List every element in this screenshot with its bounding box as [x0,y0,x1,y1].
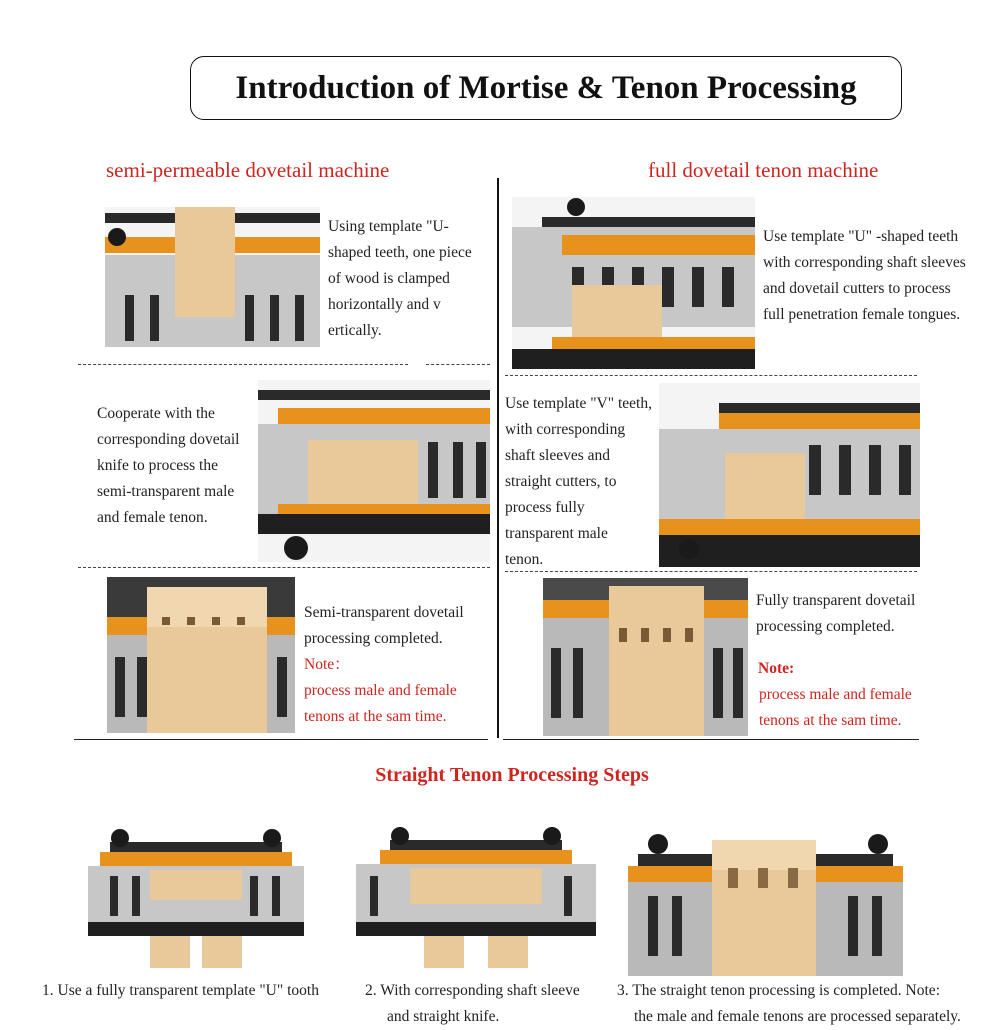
text-line: shaped teeth, one piece [328,244,472,261]
dashed-separator [78,364,408,365]
right-note-label: Note: [758,660,795,677]
left-step1-text [328,214,472,344]
right-step1-text [763,224,966,328]
text-line: transparent male [505,525,608,542]
caption-step3 [617,978,961,1030]
caption-line: 1. Use a fully transparent template "U" tooth [42,982,319,999]
caption-step2 [365,978,580,1030]
note-line: process male and female [304,682,457,699]
text-line: semi-transparent male [97,483,235,500]
straight-tenon-heading: Straight Tenon Processing Steps [375,764,649,786]
left-step2-text [97,401,239,531]
text-line: with corresponding shaft sleeves [763,254,966,271]
text-line: Fully transparent dovetail [756,592,916,609]
caption-step1 [42,978,319,1004]
text-line: corresponding dovetail [97,431,240,448]
page-title-box [190,56,902,120]
text-line: straight cutters, to [505,473,617,490]
photo-straight-step2 [350,826,602,968]
photo-full-step2 [659,383,920,567]
text-line: Cooperate with the [97,405,215,422]
column-divider [497,178,499,738]
right-section-heading: full dovetail tenon machine [648,158,879,182]
left-step3-text [304,600,464,730]
caption-line: and straight knife. [387,1008,500,1025]
left-section-heading: semi-permeable dovetail machine [106,158,390,182]
text-line: with corresponding [505,421,626,438]
note-line: tenons at the sam time. [759,712,902,729]
dashed-separator [426,364,490,365]
text-line: process fully [505,499,585,516]
caption-line: 2. With corresponding shaft sleeve [365,982,580,999]
text-line: Use template "V" teeth, [505,395,652,412]
right-note-text [759,682,912,734]
text-line: processing completed. [756,618,895,635]
text-line: full penetration female tongues. [763,306,961,323]
photo-straight-step1 [80,826,312,968]
photo-full-completed [543,578,748,736]
dashed-separator [505,571,917,572]
text-line: Semi-transparent dovetail [304,604,464,621]
dashed-separator [505,375,917,376]
note-label: Note： [304,656,350,673]
text-line: processing completed. [304,630,443,647]
text-line: of wood is clamped [328,270,450,287]
text-line: knife to process the [97,457,218,474]
note-line: tenons at the sam time. [304,708,447,725]
right-step2-text [505,391,652,573]
caption-line: 3. The straight tenon processing is completed. Note: [617,982,940,999]
text-line: tenon. [505,551,544,568]
section-bottom-rule [503,739,919,740]
note-line: process male and female [759,686,912,703]
photo-straight-completed [628,826,903,976]
photo-semi-step1 [105,207,320,347]
section-bottom-rule [74,739,488,740]
text-line: horizontally and v [328,296,441,313]
photo-full-step1 [512,197,755,369]
text-line: shaft sleeves and [505,447,611,464]
text-line: Using template "U- [328,218,449,235]
right-step3-text [756,588,915,640]
text-line: ertically. [328,322,382,339]
text-line: and dovetail cutters to process [763,280,951,297]
caption-line: the male and female tenons are processed separately. [634,1008,961,1025]
dashed-separator [78,567,490,568]
photo-semi-completed [107,577,295,733]
text-line: and female tenon. [97,509,208,526]
text-line: Use template "U" -shaped teeth [763,228,959,245]
page-title: Introduction of Mortise & Tenon Processing [235,69,857,106]
photo-semi-step2 [258,380,490,562]
